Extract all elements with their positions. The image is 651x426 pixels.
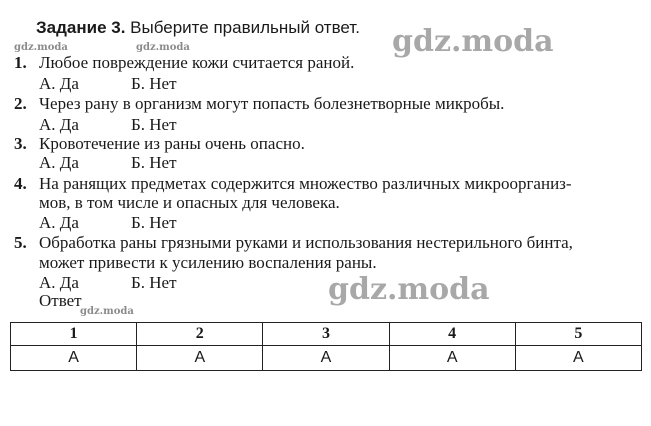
answer-cell: А xyxy=(11,346,137,371)
question-text: Кровотечение из раны очень опасно. xyxy=(39,134,305,153)
question-number: 1. xyxy=(14,53,27,72)
option-b: Б. Нет xyxy=(131,74,177,93)
option-b: Б. Нет xyxy=(131,153,177,172)
question-number: 5. xyxy=(14,233,27,252)
question-text: Обработка раны грязными руками и использования нестерильного бинта, xyxy=(39,233,573,252)
question-number: 3. xyxy=(14,134,27,153)
answer-header-cell: 2 xyxy=(137,323,263,346)
task-instruction: Выберите правильный ответ. xyxy=(130,18,360,37)
answer-cell: А xyxy=(389,346,515,371)
task-header xyxy=(36,18,360,38)
answer-cell: А xyxy=(137,346,263,371)
question-4 xyxy=(14,174,572,194)
question-4-options xyxy=(39,213,177,233)
answer-cell: А xyxy=(263,346,389,371)
answer-table-header-row xyxy=(11,323,642,346)
option-a: А. Да xyxy=(39,273,79,292)
question-5-continuation: может привести к усилению воспаления раны. xyxy=(39,253,377,272)
option-b: Б. Нет xyxy=(131,115,177,134)
option-a: А. Да xyxy=(39,74,79,93)
answer-cell: А xyxy=(515,346,641,371)
question-1 xyxy=(14,53,354,73)
option-b: Б. Нет xyxy=(131,273,177,292)
task-label: Задание 3. xyxy=(36,18,126,37)
answer-label: Ответ xyxy=(39,291,82,310)
question-text: Любое повреждение кожи считается раной. xyxy=(39,53,355,72)
answer-table-answer-row xyxy=(11,346,642,371)
watermark-small: gdz.moda xyxy=(136,42,190,53)
question-number: 4. xyxy=(14,174,27,193)
watermark-logo: gdz.moda xyxy=(392,24,554,59)
question-5 xyxy=(14,233,573,253)
option-a: А. Да xyxy=(39,153,79,172)
question-number: 2. xyxy=(14,94,27,113)
question-2 xyxy=(14,94,504,114)
option-b: Б. Нет xyxy=(131,213,177,232)
question-4-continuation: мов, в том числе и опасных для человека. xyxy=(39,193,340,212)
answer-header-cell: 3 xyxy=(263,323,389,346)
answer-table xyxy=(10,322,642,371)
answer-header-cell: 4 xyxy=(389,323,515,346)
question-3-options xyxy=(39,153,177,173)
answer-header-cell: 5 xyxy=(515,323,641,346)
question-1-options xyxy=(39,74,177,94)
question-text: На ранящих предметах содержится множество различных микроорганиз- xyxy=(39,174,572,193)
question-text: Через рану в организм могут попасть болезнетворные микробы. xyxy=(39,94,505,113)
question-3 xyxy=(14,134,305,154)
watermark-logo: gdz.moda xyxy=(328,272,490,307)
question-2-options xyxy=(39,115,177,135)
question-5-options xyxy=(39,273,177,293)
watermark-small: gdz.moda xyxy=(14,42,68,53)
answer-header-cell: 1 xyxy=(11,323,137,346)
option-a: А. Да xyxy=(39,213,79,232)
option-a: А. Да xyxy=(39,115,79,134)
watermark-small: gdz.moda xyxy=(80,306,134,317)
